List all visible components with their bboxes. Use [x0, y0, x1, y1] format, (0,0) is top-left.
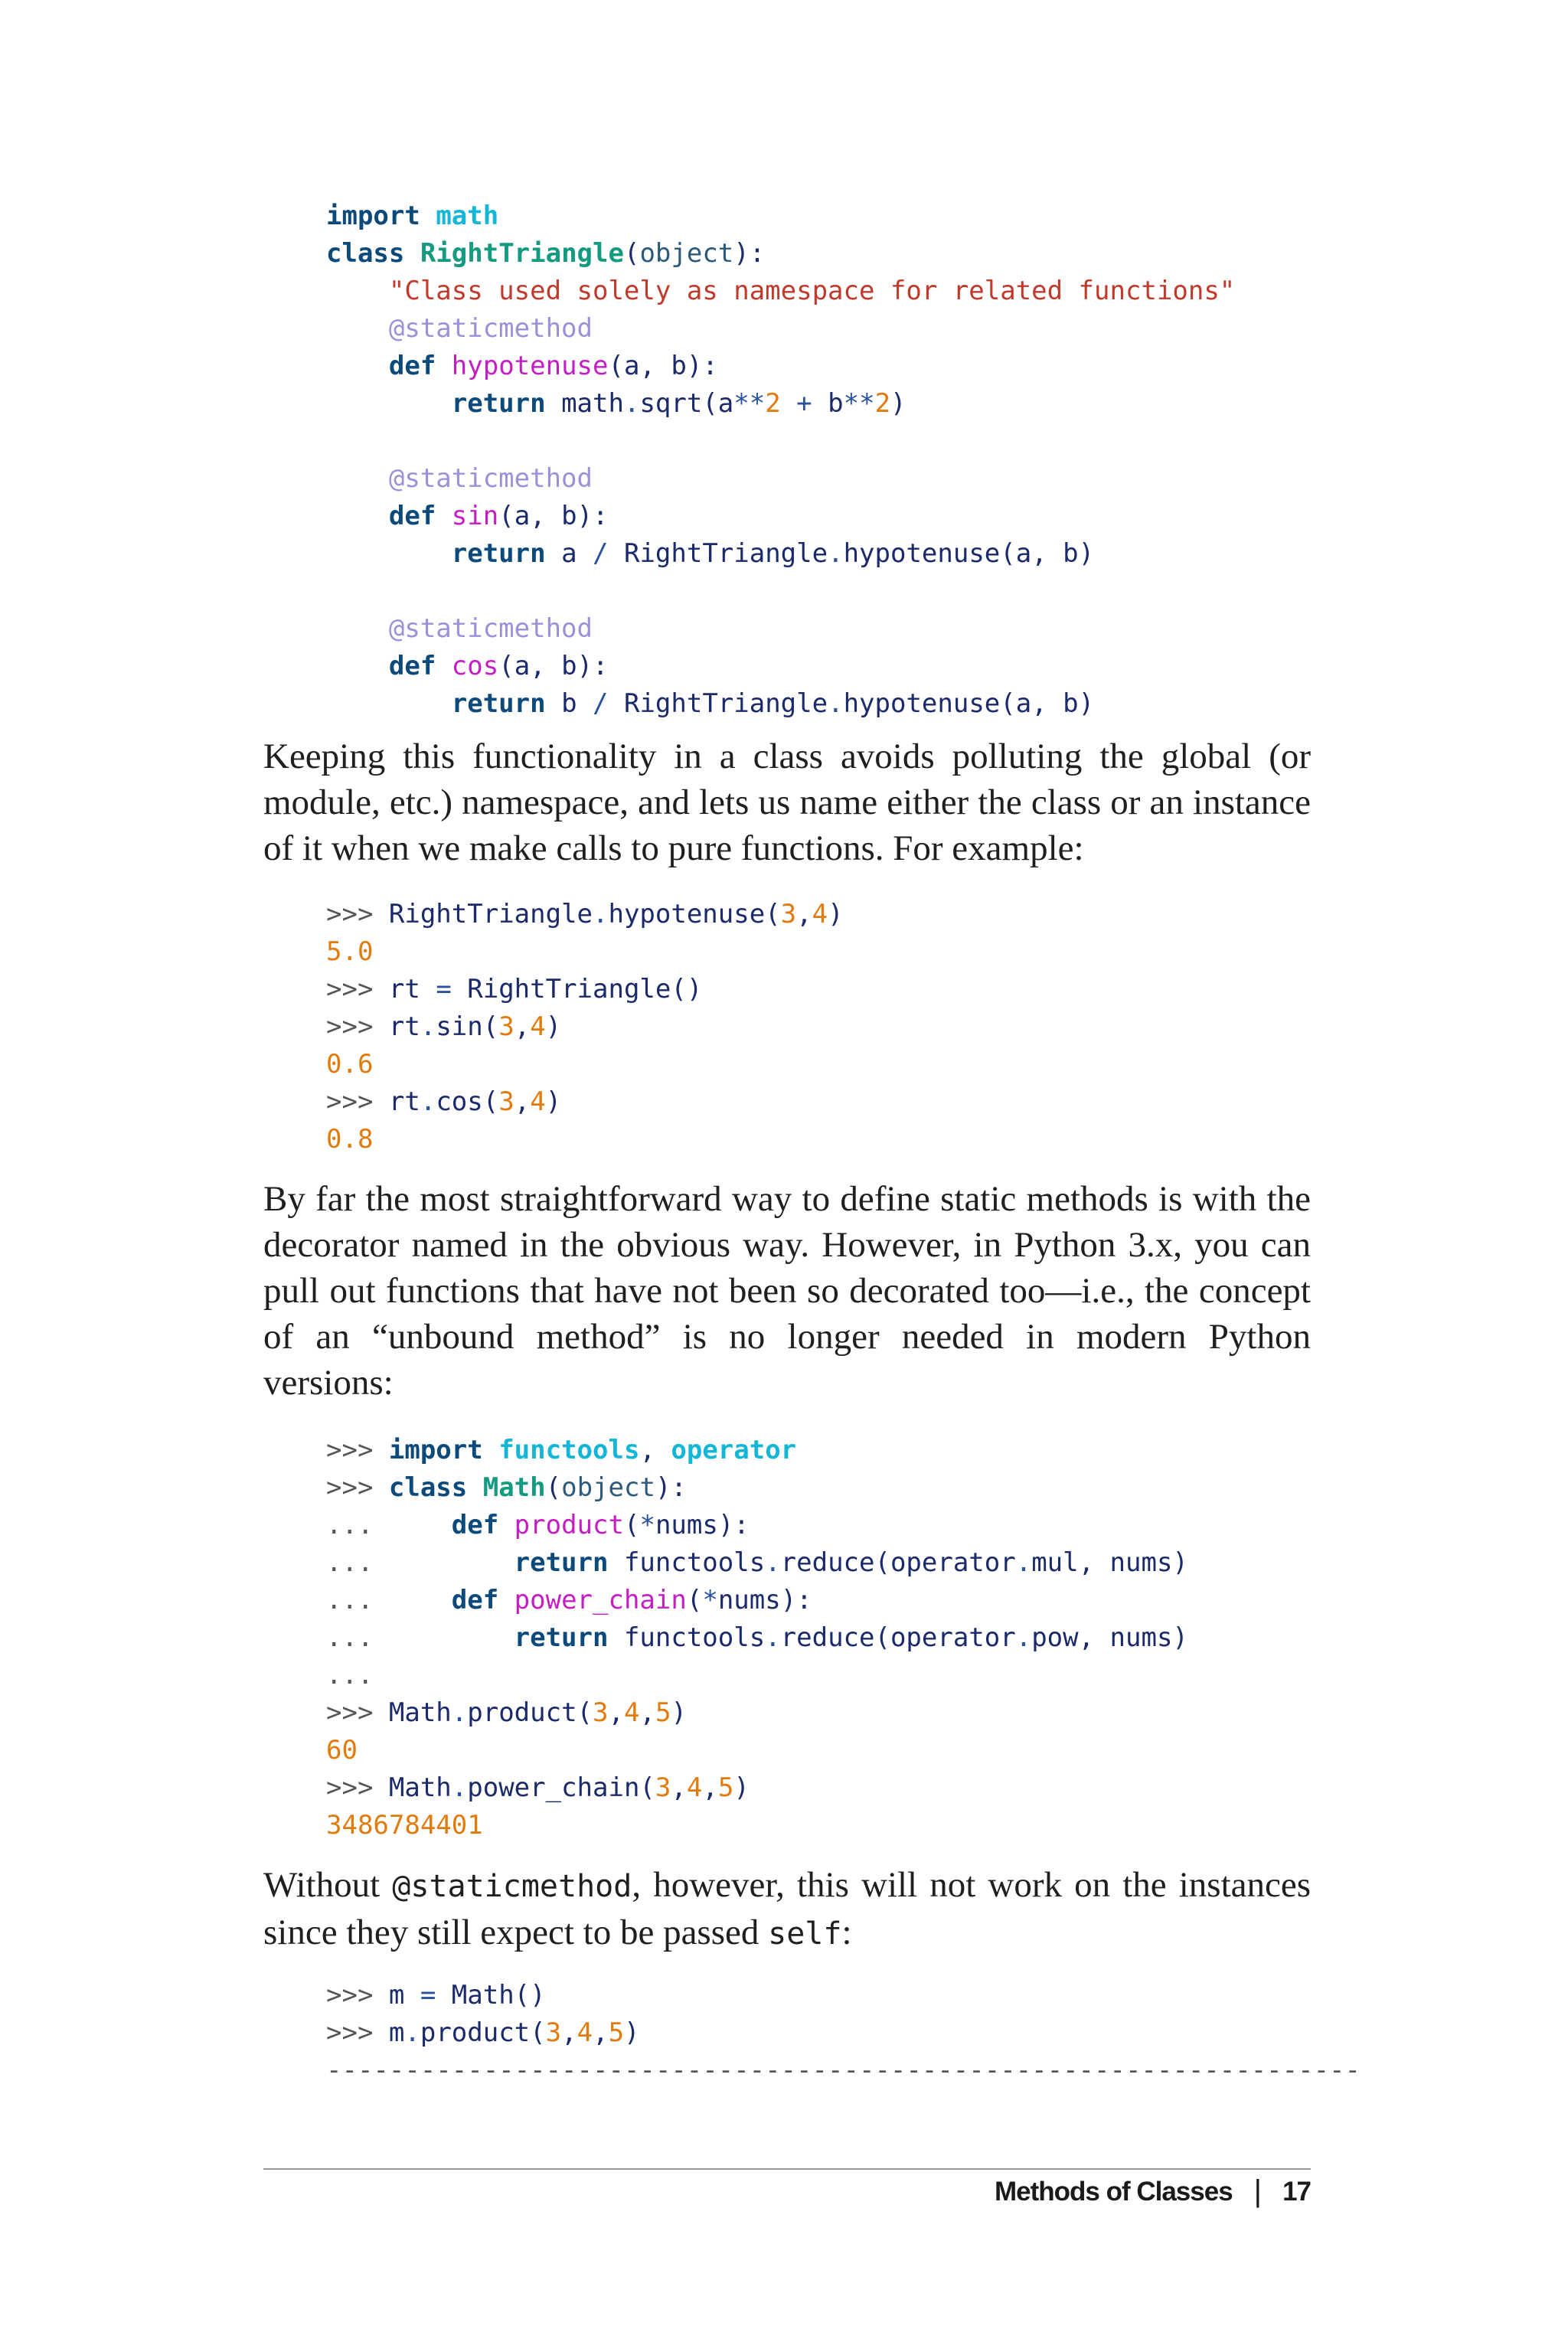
code-line	[326, 423, 1235, 460]
code-token: **	[843, 388, 875, 419]
code-line	[326, 1582, 1188, 1619]
code-token: ...	[326, 1585, 452, 1615]
code-token: 4	[624, 1697, 640, 1728]
code-token: 3	[545, 2017, 562, 2048]
code-token: product	[514, 1510, 624, 1540]
code-token: RightTriangle()	[451, 974, 703, 1004]
code-line	[326, 2052, 1361, 2089]
code-token: return	[514, 1547, 609, 1578]
code-token: 4	[812, 899, 828, 929]
code-token: ------------------------------------------------------------------	[326, 2055, 1361, 2086]
code-token: ,	[639, 1435, 671, 1465]
code-token	[326, 351, 389, 381]
code-token: >>>	[326, 1435, 389, 1465]
code-token	[467, 1472, 482, 1503]
code-token	[420, 201, 436, 231]
footer-divider	[263, 2168, 1311, 2170]
inline-code-staticmethod: @staticmethod	[392, 1869, 632, 1904]
code-token: +	[780, 388, 828, 419]
code-token	[498, 1585, 514, 1615]
code-token: >>>	[326, 1772, 389, 1803]
code-token: return	[451, 688, 546, 719]
code-token: import	[326, 201, 420, 231]
code-token: ):	[655, 1472, 687, 1503]
code-token: def	[388, 351, 436, 381]
code-token	[326, 688, 452, 719]
code-token: **	[733, 388, 766, 419]
code-token: 4	[530, 1086, 546, 1117]
paragraph-text-mid: , however, this will not work on the instances since they still expect to be passed	[263, 1865, 1311, 1952]
code-line	[326, 348, 1235, 385]
code-token: RightTriangle	[608, 538, 828, 569]
code-token: .	[404, 2017, 420, 2048]
code-token: )	[828, 899, 844, 929]
code-line	[326, 1619, 1188, 1657]
code-line	[326, 1732, 1188, 1769]
code-token: 0.8	[326, 1124, 374, 1155]
code-token: @staticmethod	[388, 313, 593, 344]
code-token: ,	[514, 1086, 531, 1117]
page-number: 17	[1282, 2176, 1311, 2207]
code-token: (	[686, 1585, 703, 1615]
code-token: ...	[326, 1510, 452, 1540]
code-token: .	[765, 1622, 781, 1653]
code-token: )	[890, 388, 906, 419]
code-token	[326, 313, 389, 344]
code-line	[326, 971, 844, 1008]
code-token: hypotenuse	[451, 351, 609, 381]
code-token: (a, b):	[498, 501, 609, 531]
paragraph-text-post: :	[841, 1913, 852, 1952]
code-token: cos	[451, 651, 499, 681]
code-token: >>>	[326, 1086, 389, 1117]
code-token: )	[545, 1011, 562, 1042]
code-token: operator	[671, 1435, 797, 1465]
code-token: power_chain	[514, 1585, 687, 1615]
code-token: rt	[388, 974, 436, 1004]
code-token: hypotenuse(a, b)	[843, 688, 1095, 719]
code-token: >>>	[326, 899, 389, 929]
code-block-math-class	[326, 1432, 1188, 1844]
code-token: .	[623, 388, 640, 419]
code-token: 5.0	[326, 936, 374, 967]
code-token: ,	[796, 899, 812, 929]
code-token	[326, 276, 389, 306]
code-line	[326, 1807, 1188, 1844]
code-line	[326, 498, 1235, 535]
code-token: 3	[593, 1697, 609, 1728]
footer-section-title: Methods of Classes	[994, 2176, 1233, 2207]
code-line	[326, 1469, 1188, 1507]
code-line	[326, 273, 1235, 310]
code-token: def	[388, 501, 436, 531]
code-token: m	[388, 2017, 405, 2048]
code-token: ,	[702, 1772, 718, 1803]
code-token: sin(	[436, 1011, 499, 1042]
code-line	[326, 573, 1235, 610]
code-token: )	[671, 1697, 687, 1728]
code-token: )	[733, 1772, 750, 1803]
code-token: @staticmethod	[388, 463, 593, 494]
code-token: ,	[514, 1011, 531, 1042]
code-line	[326, 460, 1235, 498]
code-token: def	[451, 1585, 499, 1615]
code-line	[326, 1432, 1188, 1469]
code-token: hypotenuse(	[608, 899, 781, 929]
code-token	[326, 613, 389, 644]
code-token: >>>	[326, 974, 389, 1004]
code-line	[326, 933, 844, 971]
code-token: sin	[451, 501, 499, 531]
code-token: 2	[874, 388, 891, 419]
paragraph-text-pre: Without	[263, 1865, 393, 1905]
code-token: Math	[388, 1697, 452, 1728]
code-token: RightTriangle	[608, 688, 828, 719]
paragraph-static-methods: By far the most straightforward way to define static methods is with the decorator named in the obvious way. However, in Python 3.x, you can pull out functions that have not been so decorated too—i.e., the concept of an “unbound method” is no longer needed in modern Python versions:	[263, 1179, 1311, 1403]
code-token: class	[326, 238, 405, 269]
code-token: RightTriangle	[420, 238, 624, 269]
paragraph-without-staticmethod	[263, 1862, 1311, 1957]
code-token: power_chain(	[467, 1772, 655, 1803]
code-token: import	[388, 1435, 483, 1465]
code-token: @staticmethod	[388, 613, 593, 644]
code-token: .	[451, 1697, 468, 1728]
code-token: mul, nums)	[1031, 1547, 1188, 1578]
code-token	[326, 501, 389, 531]
code-token: math	[545, 388, 624, 419]
code-line	[326, 2014, 1361, 2052]
code-token: )	[624, 2017, 640, 2048]
code-token: rt	[388, 1011, 420, 1042]
code-token: product(	[420, 2017, 546, 2048]
code-token: return	[514, 1622, 609, 1653]
code-token	[326, 651, 389, 681]
code-token	[498, 1510, 514, 1540]
code-line	[326, 1008, 844, 1046]
code-token: ,	[639, 1697, 655, 1728]
code-token	[404, 238, 420, 269]
code-token: b	[545, 688, 593, 719]
code-token: nums):	[717, 1585, 812, 1615]
code-token: ...	[326, 1622, 514, 1653]
code-token: 4	[530, 1011, 546, 1042]
code-token: product(	[467, 1697, 593, 1728]
code-token: *	[639, 1510, 655, 1540]
code-line	[326, 235, 1235, 273]
code-token: Math	[482, 1472, 546, 1503]
code-token: >>>	[326, 1011, 389, 1042]
code-token: class	[388, 1472, 468, 1503]
code-token: .	[593, 899, 609, 929]
code-line	[326, 685, 1235, 723]
code-token: .	[1015, 1547, 1032, 1578]
code-line	[326, 648, 1235, 685]
code-line	[326, 1121, 844, 1158]
code-token: 3	[498, 1011, 514, 1042]
code-token: .	[828, 538, 844, 569]
code-token: "Class used solely as namespace for related functions"	[388, 276, 1236, 306]
code-token: /	[593, 688, 609, 719]
code-token: .	[765, 1547, 781, 1578]
code-line	[326, 1694, 1188, 1732]
code-token: .	[1015, 1622, 1032, 1653]
code-token: *	[702, 1585, 718, 1615]
code-token: m	[388, 1980, 420, 2011]
code-token: >>>	[326, 1697, 389, 1728]
code-line	[326, 310, 1235, 348]
code-token: ...	[326, 1547, 514, 1578]
footer-separator: |	[1253, 2174, 1262, 2208]
code-token: 5	[655, 1697, 671, 1728]
code-token: def	[451, 1510, 499, 1540]
code-token: rt	[388, 1086, 420, 1117]
code-block-right-triangle	[326, 198, 1235, 723]
code-token: .	[828, 688, 844, 719]
code-token: functools	[608, 1547, 766, 1578]
code-token: 2	[765, 388, 781, 419]
code-token: return	[451, 538, 546, 569]
code-token: (	[545, 1472, 562, 1503]
code-token: 3486784401	[326, 1810, 483, 1841]
code-token: 60	[326, 1735, 358, 1766]
code-line	[326, 198, 1235, 235]
code-token: reduce(operator	[780, 1622, 1016, 1653]
code-token: b	[828, 388, 844, 419]
code-line	[326, 610, 1235, 648]
code-token	[326, 463, 389, 494]
page-footer	[995, 2174, 1311, 2209]
code-line	[326, 896, 844, 933]
code-token: Math()	[436, 1980, 546, 2011]
code-token: .	[420, 1011, 436, 1042]
code-token: 3	[780, 899, 797, 929]
code-line	[326, 1657, 1188, 1694]
code-token: .	[451, 1772, 468, 1803]
code-token: 4	[577, 2017, 593, 2048]
code-token: functools	[608, 1622, 766, 1653]
code-token: =	[420, 1980, 436, 2011]
code-token: ,	[608, 1697, 624, 1728]
code-token	[326, 538, 452, 569]
code-line	[326, 1083, 844, 1121]
code-token	[326, 388, 452, 419]
code-line	[326, 1046, 844, 1083]
code-token: a	[545, 538, 593, 569]
code-token: RightTriangle	[388, 899, 593, 929]
code-token: ,	[671, 1772, 687, 1803]
code-token: 5	[608, 2017, 625, 2048]
code-token: def	[388, 651, 436, 681]
code-token: cos(	[436, 1086, 499, 1117]
code-token: >>>	[326, 1980, 389, 2011]
code-line	[326, 1544, 1188, 1582]
code-token: >>>	[326, 1472, 389, 1503]
code-token	[436, 651, 451, 681]
code-token: hypotenuse(a, b)	[843, 538, 1095, 569]
code-token: 5	[717, 1772, 734, 1803]
code-token: math	[436, 201, 499, 231]
code-token: reduce(operator	[780, 1547, 1016, 1578]
code-token: (a, b):	[608, 351, 718, 381]
code-line	[326, 385, 1235, 423]
code-token: 0.6	[326, 1049, 374, 1080]
code-token	[436, 351, 451, 381]
code-token: ,	[561, 2017, 577, 2048]
code-token: functools	[498, 1435, 640, 1465]
code-line	[326, 1769, 1188, 1807]
code-token: =	[436, 974, 452, 1004]
code-token: return	[451, 388, 546, 419]
code-token: (a, b):	[498, 651, 609, 681]
code-token: ,	[593, 2017, 609, 2048]
code-token: Math	[388, 1772, 452, 1803]
paragraph-namespace: Keeping this functionality in a class avoids polluting the global (or module, etc.) namespace, and lets us name either the class or an instance of it when we make calls to pure functions. For example:	[263, 737, 1311, 868]
code-token: pow, nums)	[1031, 1622, 1188, 1653]
code-token	[436, 501, 451, 531]
code-token: object	[561, 1472, 655, 1503]
code-token: object	[639, 238, 734, 269]
code-token: (	[623, 238, 640, 269]
code-token: 3	[655, 1772, 671, 1803]
code-line	[326, 535, 1235, 573]
code-token: sqrt(a	[639, 388, 734, 419]
code-token: 3	[498, 1086, 514, 1117]
code-line	[326, 1507, 1188, 1544]
code-token: .	[420, 1086, 436, 1117]
code-token: (	[623, 1510, 640, 1540]
code-token: )	[545, 1086, 562, 1117]
code-line	[326, 1977, 1361, 2014]
code-token: nums):	[655, 1510, 750, 1540]
code-token: 4	[686, 1772, 703, 1803]
code-token: /	[593, 538, 609, 569]
inline-code-self: self	[768, 1916, 842, 1952]
code-block-instance-error	[326, 1977, 1361, 2089]
code-token: ):	[733, 238, 766, 269]
code-token: ...	[326, 1660, 374, 1690]
code-token	[483, 1435, 498, 1465]
code-token: >>>	[326, 2017, 389, 2048]
code-block-instance-calls	[326, 896, 844, 1158]
